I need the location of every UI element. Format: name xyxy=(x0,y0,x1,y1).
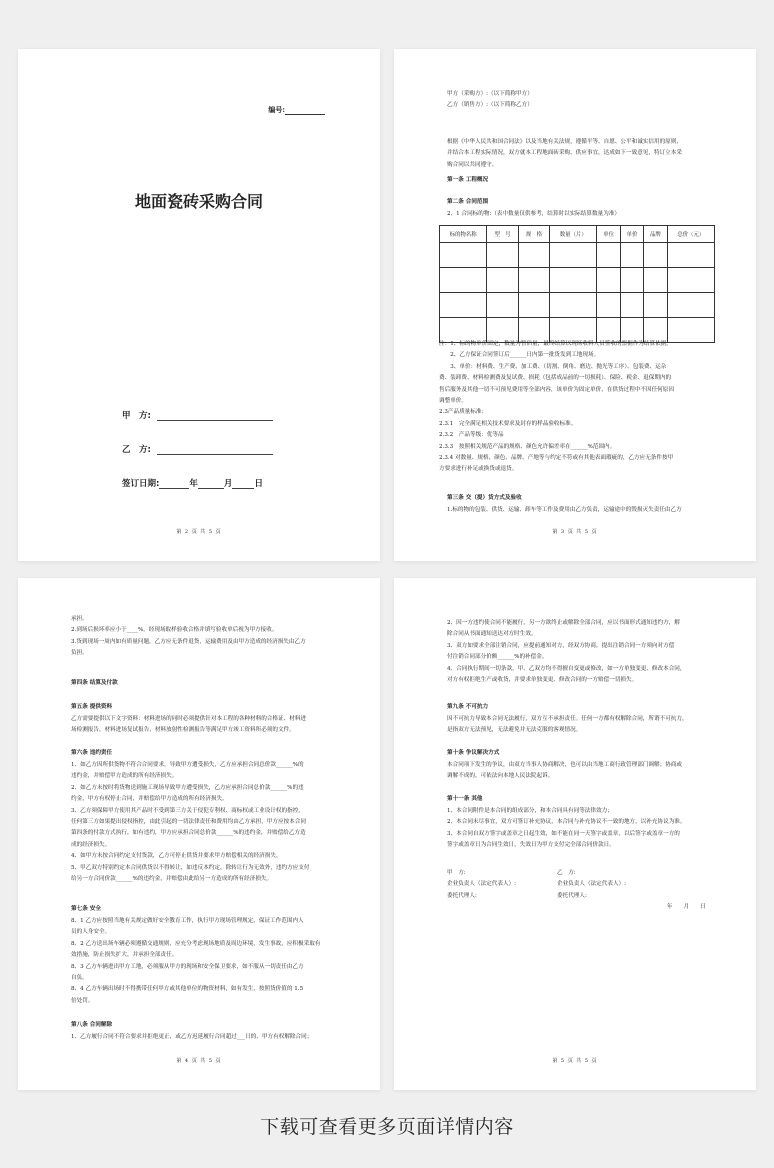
article-heading: 第九条 不可抗力 xyxy=(447,704,489,710)
article-heading: 第八条 合同解除 xyxy=(71,1022,113,1028)
text-line: 是指双方无法预见，无法避免并无法克服的客观情况。 xyxy=(447,727,582,734)
table-header-cell: 总价（元） xyxy=(667,226,714,243)
text-line: 成的经济损失。 xyxy=(71,841,111,848)
table-row xyxy=(440,243,715,268)
table-row xyxy=(440,268,715,293)
party-a-label: 甲 方: xyxy=(122,411,151,421)
party-a-line xyxy=(122,409,273,421)
party-b-blank xyxy=(157,446,273,455)
page-footer: 第 3 页 共 5 页 xyxy=(552,529,598,535)
text-line: 任何第三方如果提出侵权指控，由此引起的一切法律责任和费用均由乙方承担，甲方应按本合同 xyxy=(71,819,306,826)
article-heading: 第七条 安全 xyxy=(71,906,101,912)
table-row xyxy=(440,293,715,318)
text-line: 对方有权拒绝生产或收货，并要求单独变更、修改合同的一方赔偿一切损失。 xyxy=(447,677,638,684)
sig-date: 年 月 日 xyxy=(666,904,706,911)
text-line: 8、3 乙方车辆进出甲方工地，必须服从甲方的现场和安全保卫要求，如不服从一切责任由乙方 xyxy=(71,963,304,970)
month-label: 月 xyxy=(223,479,233,489)
goods-table-wrap xyxy=(439,221,716,345)
article-heading: 第六条 违约责任 xyxy=(71,750,113,756)
text-line: 8、2 乙方送出场车辆必须遵循交通规则，应充分考虑现场地质及周边环境，发生事故，应积极采取有 xyxy=(71,940,321,947)
text-line: 员的人身安全。 xyxy=(71,929,111,936)
download-caption: 下载可查看更多页面详情内容 xyxy=(260,1116,514,1138)
text-line: 并结合本工程实际情况，双方就本工程地面砖采购、供应事宜，达成如下一致意见，特订立本采 xyxy=(447,150,682,157)
text-line: 自负。 xyxy=(71,975,88,982)
text-line: 2、1 合同标的物:（表中数量仅供参考，结算时以实际结算数量为准） xyxy=(447,211,621,217)
article-heading: 第十条 争议解决方式 xyxy=(447,750,500,756)
text-block xyxy=(447,618,716,686)
text-line: 注：1、标的物单价固定，数量为暂估量，最终结算以现场收料人员签收的票据作为结算依据。 xyxy=(439,341,672,347)
text-line: 2、乙方保证合同签订后______日内第一批货发到工地现场。 xyxy=(439,352,600,359)
text-line: 2、本合同未尽事宜，双方可签订补充协议，本合同与补充协议不一致的地方，以补充协议为准。 xyxy=(447,819,686,826)
page-cover xyxy=(18,49,380,561)
text-line: 2、如乙方未按时将货物送到施工现场导致甲方遭受损失，乙方应承担合同总价款______%的违 xyxy=(71,784,304,791)
article-heading: 第二条 合同范围 xyxy=(447,199,489,205)
text-line: 4、如甲方未按合同约定支付货款，乙方可停止供货并要求甲方赔偿相关的经济损失。 xyxy=(71,853,282,860)
article-heading: 第三条 交（提）货方式及验收 xyxy=(447,495,522,501)
contract-title: 地面瓷砖采购合同 xyxy=(134,192,263,211)
sig-party-b: 乙 方: xyxy=(557,870,576,876)
text-line: 第四条的付款方式执行，如有违约，甲方应承担合同总价款______%的违约金，并赔偿给乙方造 xyxy=(71,830,306,837)
text-line: 2.3产品质量标准： xyxy=(439,409,488,416)
parties-block xyxy=(447,89,716,112)
page-footer: 第 5 页 共 5 页 xyxy=(552,1058,598,1064)
text-line: 2.到场后损坏率应小于____%，经现场取样验收合格并填写验收单后视为甲方接收。 xyxy=(71,627,278,634)
text-line: 3、本合同自双方签字或盖章之日起生效，如不能在同一天签字或盖章，以后签字或盖章一方的 xyxy=(447,830,680,837)
text-line: 签字或盖章日为合同生效日，失效日为甲方支付完全部合同价款日。 xyxy=(447,842,615,849)
year-blank xyxy=(159,480,189,489)
text-line: 2.3.4 对数量、规格、颜色、品牌、产地等与约定不符或有其他表面瑕疵的，乙方应无条件按甲 xyxy=(439,455,674,462)
table-header-row xyxy=(440,226,715,243)
intro-block xyxy=(447,137,716,171)
text-line: 3、乙方须保障甲方使用其产品时不受到第三方关于侵犯专利权、商标权或工业设计权的指控， xyxy=(71,807,304,814)
text-line: 效措施，防止损失扩大，并承担全部责任。 xyxy=(71,952,178,959)
sig-legal-a: 企业负责人（法定代表人）: xyxy=(447,881,517,888)
text-line: 调解不成的，可依法向本地人民法院起诉。 xyxy=(447,773,554,780)
sig-agent-b: 委托代理人: xyxy=(557,892,587,899)
table-header-cell: 单价 xyxy=(620,226,643,243)
signature-row xyxy=(447,891,716,902)
goods-table xyxy=(439,225,715,343)
party-b-label: 乙 方: xyxy=(122,445,151,455)
month-blank xyxy=(198,480,224,489)
year-label: 年 xyxy=(189,479,198,489)
text-line: 费、装卸费、材料检测费及复试费、损耗（包括成品前的一切损耗）、保险、税金、退保期内的 xyxy=(439,375,672,382)
text-line: 2.3.3 按照相关规范产品的规格、颜色允许偏差率在______%范围内。 xyxy=(439,443,616,450)
text-line: 售后服务及其他一切不可预见费用等全部内容，该单价为固定单价，在供货过程中不因任何原因 xyxy=(439,386,674,393)
page-three xyxy=(18,578,380,1090)
text-line: 违约金，并赔偿甲方造成的所有经济损失。 xyxy=(71,773,178,780)
page-footer: 第 2 页 共 5 页 xyxy=(176,529,222,535)
contract-number-label: 编号: xyxy=(268,105,285,114)
table-header-cell: 单位 xyxy=(597,226,620,243)
text-line: 本合同项下发生的争议，由双方当事人协商解决，也可以由当地工商行政管理部门调解；协商或 xyxy=(447,762,682,768)
text-line: 1、乙方履行合同不符合要求并拒绝更正，或乙方迟延履行合同超过___日的，甲方有权解除合同； xyxy=(71,1034,313,1040)
text-block xyxy=(71,614,340,660)
text-line: 2.3.2 产品等级：优等品 xyxy=(439,432,504,439)
article-heading: 第一条 工程概况 xyxy=(447,177,489,183)
text-line: 调整单价。 xyxy=(439,398,467,405)
text-block xyxy=(447,714,716,737)
text-line: 因不可抗力导致本合同无法履行，双方互不承担责任。任何一方都有权解除合同，所谓不可抗力， xyxy=(447,716,688,722)
notes-block xyxy=(439,339,716,476)
text-line: 购合同以共同遵守。 xyxy=(447,161,498,168)
text-line: 2、因一方违约使合同不能履行，另一方欲终止或解除全部合同，应以书面形式通知违约方，解 xyxy=(447,620,680,626)
sig-agent-a: 委托代理人: xyxy=(447,892,477,899)
text-block xyxy=(447,760,716,783)
table-header-cell: 数量（片） xyxy=(550,226,597,243)
text-line: 甲方（采购方）:（以下简称甲方） xyxy=(447,91,533,97)
page-two xyxy=(394,49,756,561)
text-line: 约金，甲方有权停止合同，并赔偿给甲方造成的所有经济损失。 xyxy=(71,796,228,803)
table-header-cell: 型 号 xyxy=(487,226,518,243)
text-line: 根据《中华人民共和国合同法》以及当地有关法规，遵循平等、自愿、公平和诚实信用的原则， xyxy=(447,139,682,145)
text-line: 乙方（销售方）:（以下简称乙方） xyxy=(447,102,533,109)
text-line: 1、如乙方因所供货物不符合合同要求，导致甲方遭受损失，乙方应承担合同总价款______%的 xyxy=(71,762,304,768)
sig-legal-b: 企业负责人（法定代表人）: xyxy=(557,881,627,888)
page-footer: 第 4 页 共 5 页 xyxy=(176,1058,222,1064)
text-line: 2.3.1 完全满足相关技术要求及封存的样品验收标准。 xyxy=(439,420,577,427)
text-line: 3、单价：材料费、生产费、加工费、（切割、倒角、磨边、抛光等工序）、包装费、运杂 xyxy=(439,363,667,370)
text-line: 付注销合同部分价额______%的补偿金。 xyxy=(447,654,548,661)
party-a-blank xyxy=(157,412,273,421)
text-block xyxy=(447,806,716,852)
text-line: 8、1 乙方应按照当地有关规定做好安全教育工作，执行甲方现场管理规定，保证工作范围内人 xyxy=(71,918,304,924)
text-line: 1.标的物的包装、供货、运输、卸车等工作及费用由乙方负责，运输途中的毁损灭失责任由乙方 xyxy=(447,507,682,513)
text-line: 3.货到现场一周内如有质量问题，乙方应无条件退货，运输费用及由甲方造成的经济损失由乙方 xyxy=(71,638,306,645)
text-line: 场检测报告，材料进场复试报告，材料放射性检测报告等满足甲方竣工资料所必须的文件。 xyxy=(71,727,295,734)
article-heading: 第五条 提供资料 xyxy=(71,704,113,710)
text-line: 负担。 xyxy=(71,650,88,657)
text-line: 5、甲乙双方特别约定本合同供货以不得转让，如违反本约定，除转让行为无效外，违约方应支付 xyxy=(71,864,310,871)
text-line: 8、4 乙方车辆出场时不得携带任何甲方或其他单位的物资材料，如有发生，按照货价值的 1.5 xyxy=(71,986,304,993)
table-header-cell: 规 格 xyxy=(518,226,549,243)
day-label: 日 xyxy=(254,479,263,489)
day-blank xyxy=(232,480,254,489)
contract-number-blank xyxy=(285,107,325,115)
text-line: 方要求进行补足或换货或退货。 xyxy=(439,466,518,473)
text-line: 承担。 xyxy=(71,616,88,622)
sig-party-a: 甲 方: xyxy=(447,870,466,876)
signature-row xyxy=(447,868,716,879)
signature-block xyxy=(447,868,716,914)
contract-number xyxy=(268,105,325,115)
table-header-cell: 品牌 xyxy=(644,226,667,243)
text-line: 倍处罚。 xyxy=(71,997,94,1004)
text-line: 乙方需要提供以下文字资料：材料进场的同时必须提供针对本工程的各种材料的合格证、材料进 xyxy=(71,716,306,722)
table-header-cell: 标的物名称 xyxy=(440,226,487,243)
page-four xyxy=(394,578,756,1090)
party-b-line xyxy=(122,443,273,455)
article-heading: 第十一条 其他 xyxy=(447,796,483,802)
sign-date-line xyxy=(122,477,263,489)
article-heading: 第四条 结算及付款 xyxy=(71,680,118,686)
signature-row xyxy=(447,879,716,890)
text-line: 4、合同执行期间一切条款，甲、乙双方均不得擅自变更或修改，如一方单独变更、修改本合同， xyxy=(447,665,686,672)
text-line: 1、本合同附件是本合同的组成部分，和本合同具有同等法律效力； xyxy=(447,808,613,814)
text-line: 3、双方如要求全部注销合同，应提前通知对方，经双方协商，提出注销合同一方须向对方偿 xyxy=(447,642,675,649)
text-block xyxy=(71,916,340,1007)
text-line: 给另一方合同价款______%的违约金，并赔偿由此给另一方造成的所有经济损失。 xyxy=(71,876,273,883)
text-block xyxy=(71,760,340,885)
text-block xyxy=(71,714,340,737)
text-line: 除合同从书面通知送达对方时生效。 xyxy=(447,631,537,638)
sign-date-label: 签订日期: xyxy=(122,479,160,489)
